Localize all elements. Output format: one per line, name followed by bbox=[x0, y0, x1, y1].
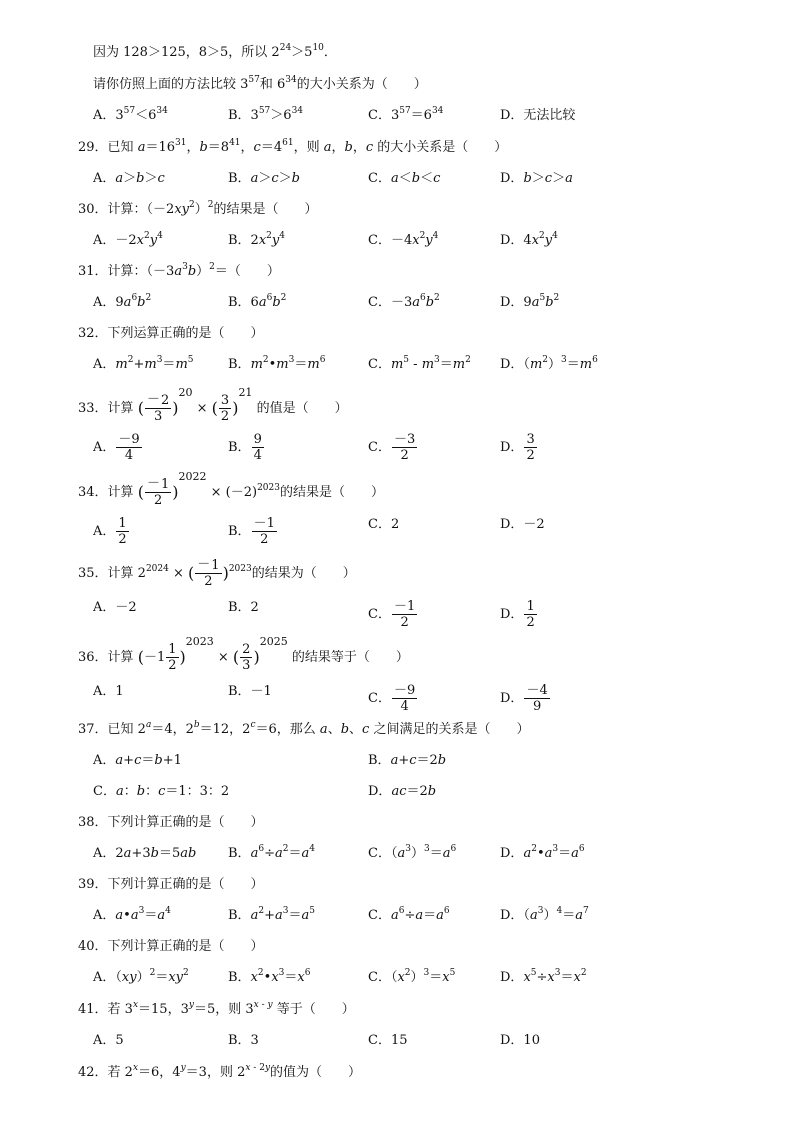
q38-stem: 38．下列计算正确的是（ ） bbox=[78, 815, 264, 830]
q33-option-c: C． $\frac{-3}{2}$ bbox=[368, 432, 416, 463]
q41-option-d: D．10 bbox=[500, 1033, 540, 1048]
q39-option-b: B．$a^2+a^3=a^5$ bbox=[228, 906, 315, 923]
q41-option-c: C．15 bbox=[368, 1033, 408, 1048]
q34-option-d: D．－2 bbox=[500, 517, 545, 532]
q40-option-b: B．$x^2•x^3=x^6$ bbox=[228, 968, 311, 985]
q29-option-c: C．a＜b＜c bbox=[368, 171, 441, 186]
q33-stem: 33．计算 ( $\frac{-2}{3}$ )$^{20}$ × ( $\frac{3}{2}$ )$^{21}$ 的值是（ ） bbox=[78, 386, 348, 424]
q37-option-d: D．ac＝2b bbox=[368, 784, 437, 799]
q29-option-b: B．a＞c＞b bbox=[228, 171, 300, 186]
q36-option-b: B．－1 bbox=[228, 684, 272, 699]
intro-line-1: 因为 128＞125，8＞5，所以 $2^{24}>5^{10}$． bbox=[93, 43, 337, 60]
q32-option-c: C．$m^5 - m^3=m^2$ bbox=[368, 355, 471, 372]
q36-option-a: A．1 bbox=[93, 684, 124, 699]
q35-option-d: D． $\frac{1}{2}$ bbox=[500, 599, 535, 630]
q38-option-d: D．$a^2•a^3=a^6$ bbox=[500, 844, 585, 861]
q30-stem: 30．计算：$(-2xy^2)^2$的结果是（ ） bbox=[78, 200, 318, 217]
q30-option-d: D．$4x^2y^4$ bbox=[500, 231, 558, 248]
q31-option-a: A．$9a^6b^2$ bbox=[93, 293, 152, 310]
q38-option-a: A．2a+3b＝5ab bbox=[93, 846, 197, 861]
q35-option-a: A．－2 bbox=[93, 600, 137, 615]
q40-option-c: C．$(x^2)^3=x^5$ bbox=[368, 968, 456, 985]
q32-option-b: B．$m^2•m^3=m^6$ bbox=[228, 355, 326, 372]
q32-stem: 32．下列运算正确的是（ ） bbox=[78, 326, 264, 341]
q28-option-a: A．$3^{57}<6^{34}$ bbox=[93, 106, 168, 123]
q39-option-c: C．$a^6\div a=a^6$ bbox=[368, 906, 450, 923]
q37-option-c: C．a：b：c＝1：3：2 bbox=[93, 784, 230, 799]
q28-option-d: D．无法比较 bbox=[500, 108, 576, 123]
q40-option-a: A．$(xy)^2=xy^2$ bbox=[93, 968, 189, 985]
q38-option-b: B．$a^6\div a^2=a^4$ bbox=[228, 844, 315, 861]
q34-option-c: C．2 bbox=[368, 517, 400, 532]
q32-option-d: D．$(m^2)^3=m^6$ bbox=[500, 355, 598, 372]
q42-stem: 42．若 $2^x=6$，$4^y=3$，则 $2^{x - 2y}$的值为（ ） bbox=[78, 1063, 362, 1080]
q31-option-d: D．$9a^5b^2$ bbox=[500, 293, 560, 310]
intro-line-2: 请你仿照上面的方法比较 $3^{57}$和 $6^{34}$的大小关系为（ ） bbox=[93, 75, 427, 92]
q35-option-c: C． $\frac{-1}{2}$ bbox=[368, 599, 416, 630]
q37-stem: 37．已知 $2^a=4$，$2^b=12$，$2^c=6$，那么 a、b、c 之间满足的关系是（ ） bbox=[78, 720, 530, 737]
q29-stem: 29．已知 $a=16^{31}$，$b=8^{41}$，$c=4^{61}$，则 a，b，c 的大小关系是（ ） bbox=[78, 138, 508, 155]
q39-option-a: A．$a•a^3=a^4$ bbox=[93, 906, 171, 923]
q41-stem: 41．若 $3^x=15$，$3^y=5$，则 3$^{x - y}$ 等于（ ） bbox=[78, 1000, 355, 1017]
q34-stem: 34．计算 ( $\frac{-1}{2}$ )$^{2022} \times (-2)^{2023}$的结果是（ ） bbox=[78, 470, 384, 508]
q30-option-b: B．$2x^2y^4$ bbox=[228, 231, 285, 248]
q36-option-c: C． $\frac{-9}{4}$ bbox=[368, 683, 416, 714]
q33-option-b: B． $\frac{9}{4}$ bbox=[228, 432, 262, 463]
q34-option-b: B． $\frac{-1}{2}$ bbox=[228, 516, 275, 547]
q35-stem: 35．计算 $2^{2024}$ × ( $\frac{-1}{2}$ )$^{2023}$的结果为（ ） bbox=[78, 557, 356, 589]
q28-option-b: B．$3^{57}>6^{34}$ bbox=[228, 106, 304, 123]
q29-option-d: D．b＞c＞a bbox=[500, 171, 573, 186]
q31-option-b: B．$6a^6b^2$ bbox=[228, 293, 287, 310]
q33-option-a: A． $\frac{-9}{4}$ bbox=[93, 432, 140, 463]
q37-option-b: B．a+c＝2b bbox=[368, 753, 447, 768]
q36-stem: 36．计算 (－1 $\frac{1}{2}$ )$^{2023}$ × ( $\frac{2}{3}$ )$^{2025}$ 的结果等于（ ） bbox=[78, 635, 409, 673]
q31-option-c: C．$-3a^6b^2$ bbox=[368, 293, 440, 310]
q34-option-a: A． $\frac{1}{2}$ bbox=[93, 516, 127, 547]
q30-option-a: A．$-2x^2y^4$ bbox=[93, 231, 163, 248]
q31-stem: 31．计算：$(-3a^3b)^2=$（ ） bbox=[78, 262, 280, 279]
q40-stem: 40．下列计算正确的是（ ） bbox=[78, 939, 264, 954]
q41-option-a: A．5 bbox=[93, 1033, 124, 1048]
q41-option-b: B．3 bbox=[228, 1033, 259, 1048]
q39-option-d: D．$(a^3)^4=a^7$ bbox=[500, 906, 589, 923]
q36-option-d: D． $\frac{-4}{9}$ bbox=[500, 683, 548, 714]
q30-option-c: C．$-4x^2y^4$ bbox=[368, 231, 439, 248]
q39-stem: 39．下列计算正确的是（ ） bbox=[78, 877, 264, 892]
q37-option-a: A．a+c＝b+1 bbox=[93, 753, 182, 768]
q38-option-c: C．$(a^3)^3=a^6$ bbox=[368, 844, 457, 861]
q33-option-d: D． $\frac{3}{2}$ bbox=[500, 432, 535, 463]
q29-option-a: A．a＞b＞c bbox=[93, 171, 165, 186]
q32-option-a: A．$m^2+m^3=m^5$ bbox=[93, 355, 194, 372]
q28-option-c: C．$3^{57}=6^{34}$ bbox=[368, 106, 444, 123]
q40-option-d: D．$x^5\div x^3=x^2$ bbox=[500, 968, 587, 985]
q35-option-b: B．2 bbox=[228, 600, 259, 615]
